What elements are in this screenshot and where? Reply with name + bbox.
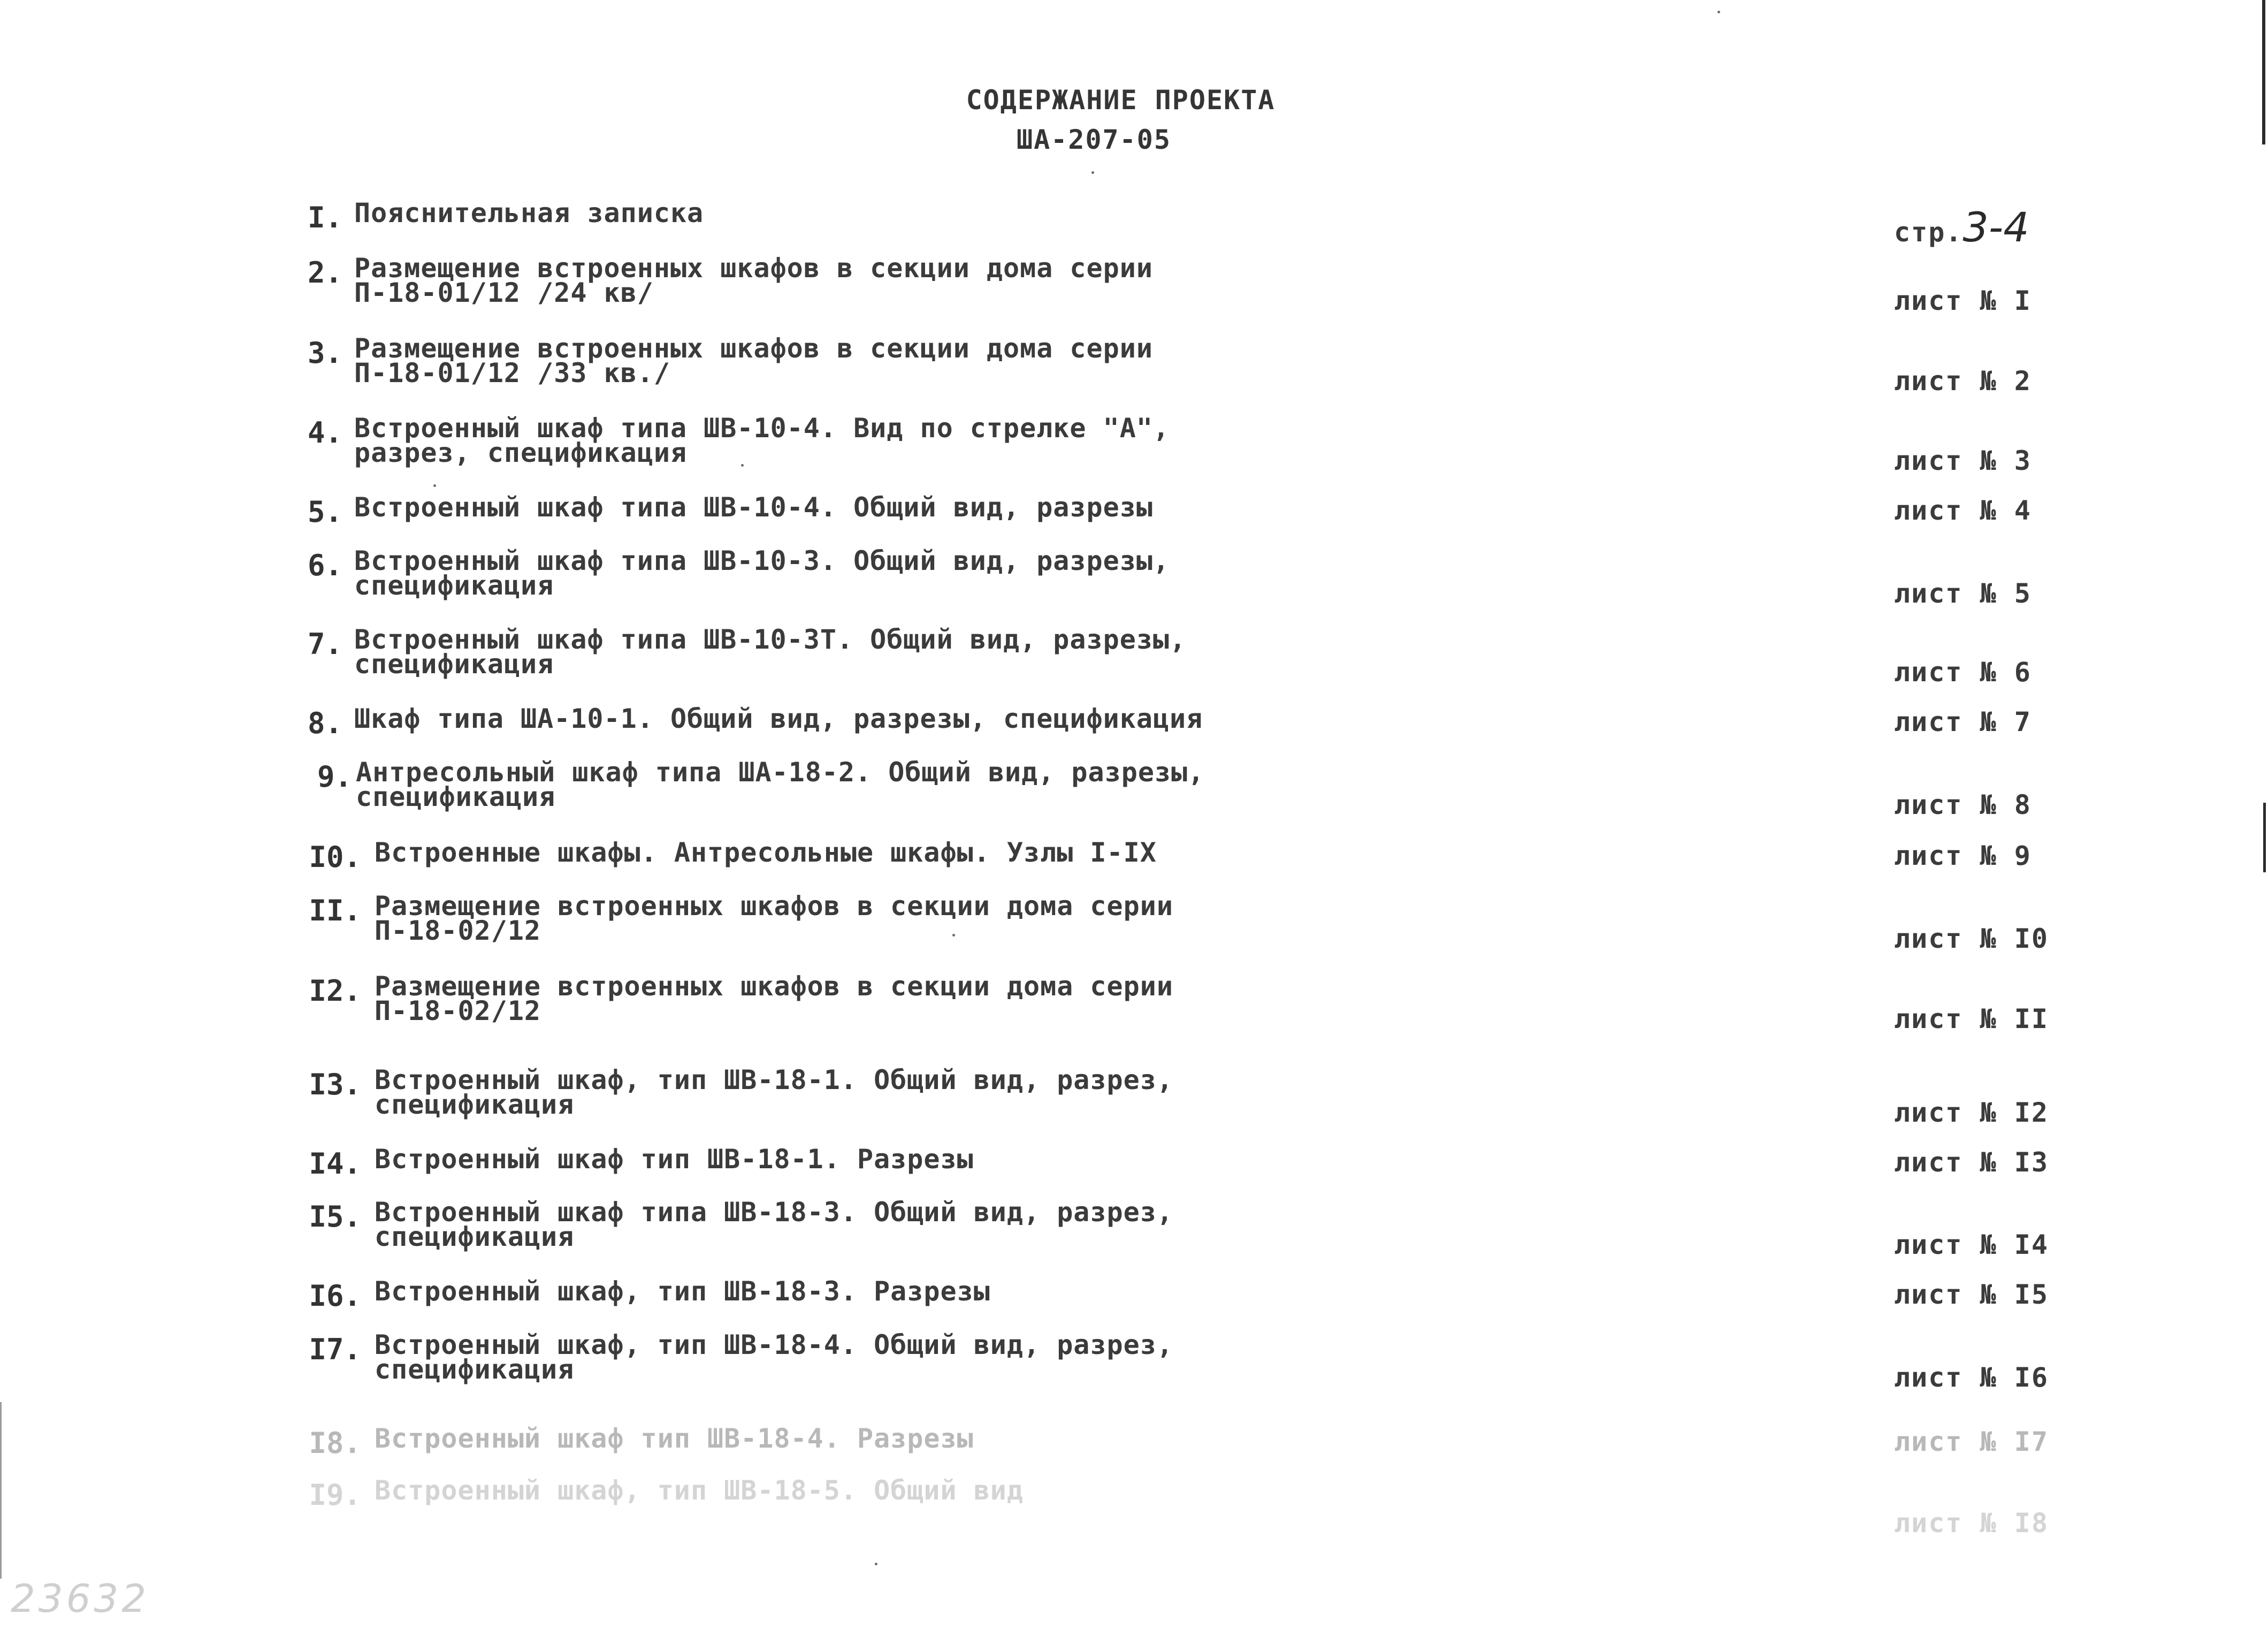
document-header [0,80,2268,159]
entry-sheet-ref: лист № I3 [1894,1147,2049,1178]
entry-title: Пояснительная записка [354,197,704,229]
archive-stamp: 23632 [11,1576,150,1621]
entry-number: I9. [309,1478,361,1512]
document-title: СОДЕРЖАНИЕ ПРОЕКТА [966,85,1276,116]
entry-sheet-ref: лист № I [1894,285,2032,316]
handwritten-pages: 3-4 [1962,203,2029,251]
entry-sheet-ref: лист № 5 [1894,578,2032,609]
entry-number: I0. [309,840,361,874]
entry-number: 7. [307,627,342,661]
entry-title: Размещение встроенных шкафов в секции дома серии П-18-02/12 [375,971,1173,1026]
entry-number: I8. [309,1426,361,1460]
entry-sheet-ref: лист № I4 [1894,1229,2049,1260]
scan-speck [1091,171,1094,174]
entry-number: 8. [307,706,342,740]
entry-title: Встроенный шкаф, тип ШВ-18-1. Общий вид, разрез, спецификация [375,1064,1173,1120]
entry-number: 4. [307,416,342,450]
entry-sheet-ref: лист № I6 [1894,1362,2049,1393]
entry-title: Размещение встроенных шкафов в секции дома серии П-18-01/12 /24 кв/ [354,253,1153,308]
entry-sheet-ref: лист № 4 [1894,495,2032,526]
entry-number: I. [307,201,342,234]
entry-sheet-ref: лист № 7 [1894,706,2032,737]
entry-number: I2. [309,974,361,1008]
entry-number: I4. [309,1147,361,1181]
entry-sheet-ref: лист № 8 [1894,789,2032,820]
entry-number: I7. [309,1333,361,1366]
entry-title: Размещение встроенных шкафов в секции дома серии П-18-02/12 [375,890,1173,946]
entry-title: Встроенный шкаф типа ШВ-18-3. Общий вид, разрез, спецификация [375,1197,1173,1252]
project-code: ША-207-05 [1017,124,1171,155]
entry-title: Встроенный шкаф тип ШВ-18-1. Разрезы [375,1144,974,1175]
entry-title: Встроенный шкаф, тип ШВ-18-5. Общий вид [375,1475,1024,1506]
entry-sheet-ref: лист № 2 [1894,366,2032,397]
scan-speck [433,484,436,487]
entry-number: 6. [307,549,342,582]
entry-page-ref: стр.3-4 [1894,203,2029,251]
entry-sheet-ref: лист № 3 [1894,445,2032,476]
entry-number: 3. [307,336,342,370]
entry-sheet-ref: лист № I8 [1894,1508,2049,1539]
scan-speck [952,934,955,937]
entry-sheet-ref: лист № 6 [1894,657,2032,688]
entry-title: Встроенный шкаф типа ШВ-10-3. Общий вид, разрезы, спецификация [354,545,1170,601]
entry-sheet-ref: лист № II [1894,1003,2049,1034]
right-edge-mark-bottom [2263,803,2266,872]
entry-sheet-ref: лист № 9 [1894,840,2032,871]
right-edge-mark-top [2262,0,2265,144]
entry-number: I5. [309,1200,361,1234]
entry-number: 2. [307,256,342,290]
entry-title: Антресольный шкаф типа ША-18-2. Общий вид, разрезы, спецификация [356,757,1205,812]
entry-title: Размещение встроенных шкафов в секции дома серии П-18-01/12 /33 кв./ [354,333,1153,389]
entry-number: I3. [309,1068,361,1101]
entry-title: Шкаф типа ША-10-1. Общий вид, разрезы, спецификация [354,703,1203,734]
entry-sheet-ref: лист № I2 [1894,1097,2049,1128]
entry-title: Встроенный шкаф типа ШВ-10-4. Общий вид, разрезы [354,492,1153,523]
entry-number: I6. [309,1279,361,1313]
entry-number: 5. [307,495,342,529]
entry-sheet-ref: лист № I5 [1894,1279,2049,1310]
scan-speck [1717,11,1720,13]
entry-title: Встроенные шкафы. Антресольные шкафы. Узлы I-IX [375,837,1157,868]
entry-sheet-ref: лист № I0 [1894,923,2049,954]
entry-sheet-ref: лист № I7 [1894,1426,2049,1457]
entry-number: 9. [317,760,352,794]
left-edge-mark [0,1402,2,1579]
entry-title: Встроенный шкаф, тип ШВ-18-4. Общий вид, разрез, спецификация [375,1329,1173,1385]
entry-title: Встроенный шкаф типа ШВ-10-4. Вид по стрелке "А", разрез, спецификация [354,413,1170,468]
entry-title: Встроенный шкаф типа ШВ-10-3Т. Общий вид, разрезы, спецификация [354,624,1187,680]
entry-title: Встроенный шкаф, тип ШВ-18-3. Разрезы [375,1276,990,1307]
entry-number: II. [309,894,361,927]
scan-speck [875,1563,877,1565]
scan-speck [741,464,744,467]
entry-title: Встроенный шкаф тип ШВ-18-4. Разрезы [375,1423,974,1454]
